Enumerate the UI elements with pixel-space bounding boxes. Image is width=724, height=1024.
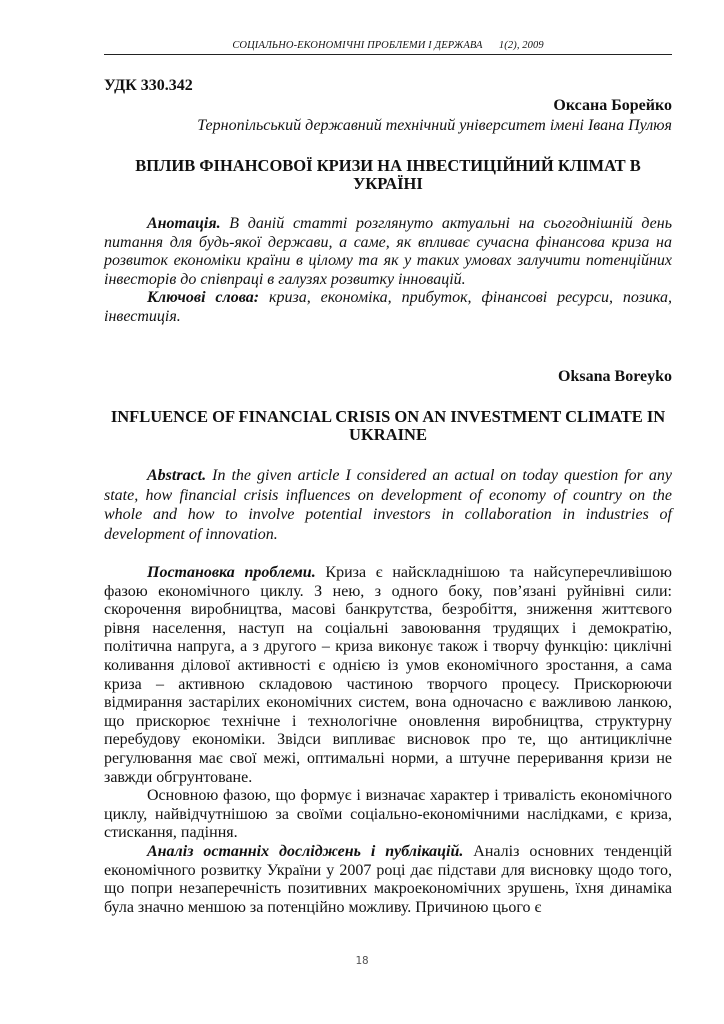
abstract-text: In the given article I considered an actual on today question for any state, how financial crisis influences on development of economy of country on the whole and how to involve potential investors in collaboration in industries of development of innovation. (104, 467, 672, 543)
page-number: 18 (355, 954, 369, 967)
abstract-label: Abstract. (147, 467, 207, 484)
body-paragraph-analysis (104, 843, 672, 917)
body-paragraph-problem (104, 564, 672, 787)
keywords-ua (104, 289, 672, 326)
keywords-text: криза, економіка, прибуток, фінансові ресурси, позика, інвестиція. (104, 289, 673, 325)
paper-page (104, 40, 672, 917)
article-title-en: INFLUENCE OF FINANCIAL CRISIS ON AN INVESTMENT CLIMATE IN UKRAINE (110, 407, 666, 444)
body-paragraph-phase: Основною фазою, що формує і визначає характер і тривалість економічного циклу, найвідчутнішою за своїми соціально-економічними наслідками, є криза, стискання, падіння. (104, 787, 672, 842)
author-name-ua: Оксана Борейко (553, 97, 672, 114)
section-heading-problem: Постановка проблеми. (147, 564, 316, 581)
abstract-en (104, 466, 672, 544)
paragraph-text: Криза є найскладнішою та найсуперечливішою фазою економічного циклу. З нею, з одного боку, пов’язані руйнівні сили: скорочення виробництва, масові банкрутства, безробіття, зниження життєвого рівня населення, наступ на соціальні завоювання трудящих і демократію, політична напруга, а з другого – криза виконує також і творчу функцію: циклічні коливання ділової активності є однією із умов економічного зростання, а сама криза – активною складовою частиною творчого процесу. Прискорюючи відмирання застарілих економічних систем, вона одночасно є важливою ланкою, що прискорює технічне і технологічне оновлення виробництва, структурну перебудову економіки. Звідси випливає висновок про те, що антициклічне регулювання має свої межі, оптимальні норми, а штучне переривання кризи не завжди обгрунтоване. (104, 564, 672, 786)
udc-code: УДК 330.342 (104, 77, 193, 94)
annotation-ua (104, 215, 672, 289)
article-title-ua: ВПЛИВ ФІНАНСОВОЇ КРИЗИ НА ІНВЕСТИЦІЙНИЙ КЛІМАТ В УКРАЇНІ (135, 156, 641, 193)
annotation-label: Анотація. (147, 215, 221, 232)
journal-name: СОЦІАЛЬНО-ЕКОНОМІЧНІ ПРОБЛЕМИ І ДЕРЖАВА (232, 40, 483, 51)
paragraph-text: Аналіз основних тенденцій економічного розвитку України у 2007 році дає підстави для висновку щодо того, що попри незаперечність позитивних макроекономічних зрушень, їхня динаміка була значно меншою за потенційно можливу. Причиною цього є (104, 842, 672, 916)
journal-issue: 1(2), 2009 (498, 40, 544, 51)
author-affiliation-ua: Тернопільський державний технічний університет імені Івана Пулюя (197, 117, 672, 134)
annotation-text: В даній статті розглянуто актуальні на сьогоднішній день питання для будь-якої держави, а саме, як впливає сучасна фінансова криза на розвиток економіки країни в цілому та як у таких умовах залучити потенційних інвесторів до співпраці в галузях розвитку інновацій. (104, 215, 672, 288)
author-name-en: Oksana Boreyko (558, 368, 672, 385)
running-header (104, 40, 672, 55)
section-heading-analysis: Аналіз останніх досліджень і публікацій. (147, 842, 464, 860)
keywords-label: Ключові слова: (147, 289, 260, 306)
